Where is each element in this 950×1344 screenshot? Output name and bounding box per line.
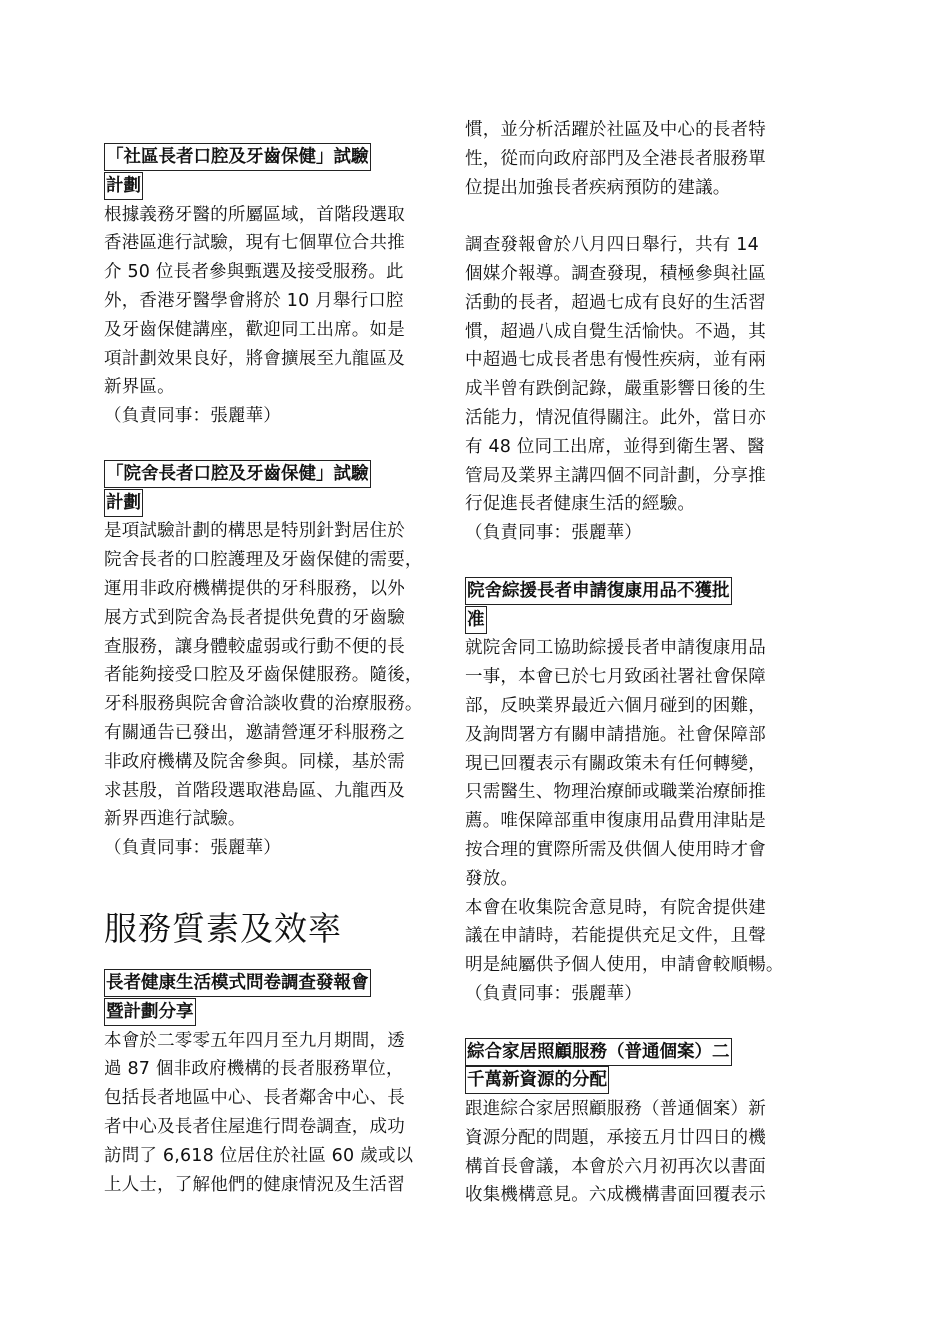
body-line: 過 87 個非政府機構的長者服務單位， [104,1059,404,1080]
responsible-staff: （負責同事：張麗華） [465,983,642,1004]
body-line: 介 50 位長者參與甄選及接受服務。此 [104,262,404,283]
body-line: 運用非政府機構提供的牙科服務，以外 [104,578,405,599]
section-heading-healthy-lifestyle-survey [104,969,434,1027]
body-line: 個媒介報導。調查發現，積極參與社區 [465,263,766,284]
body-line: 查服務，讓身體較虛弱或行動不便的長 [104,636,405,657]
section3-continued-body2 [465,231,795,548]
responsible-staff: （負責同事：張麗華） [104,838,281,859]
responsible-staff: （負責同事：張麗華） [104,406,281,427]
body-line: 管局及業界主講四個不同計劃，分享推 [465,465,766,486]
body-line: 一事，本會已於七月致函社署社會保障 [465,667,766,688]
body-line: 本會於二零零五年四月至九月期間，透 [104,1030,405,1051]
heading-line: 千萬新資源的分配 [465,1066,609,1094]
body-line: 收集機構意見。六成機構書面回覆表示 [465,1185,766,1206]
body-line: 性，從而向政府部門及全港長者服務單 [465,148,766,169]
spacer [104,951,434,969]
body-line: 位提出加強長者疾病預防的建議。 [465,177,731,198]
section1-body [104,201,434,431]
body-line: 新界區。 [104,377,175,398]
section-heading-rehab-items [465,577,795,635]
heading-line: 暨計劃分享 [104,998,196,1026]
body-line: 跟進綜合家居照顧服務（普通個案）新 [465,1099,766,1120]
body-line: 成半曾有跌倒記錄，嚴重影響日後的生 [465,379,766,400]
body-line: 活動的長者，超過七成有良好的生活習 [465,292,766,313]
body-line: 薦。唯保障部重申復康用品費用津貼是 [465,811,766,832]
responsible-staff: （負責同事：張麗華） [465,523,642,544]
body-line: 非政府機構及院舍參與。同樣，基於需 [104,751,405,772]
heading-line: 長者健康生活模式問卷調查發報會 [104,969,371,997]
section4-body [465,634,795,1008]
body-line: 按合理的實際所需及供個人使用時才會 [465,839,766,860]
body-line: 是項試驗計劃的構思是特別針對居住於 [104,521,405,542]
body-line: 本會在收集院舍意見時，有院舍提供建 [465,897,766,918]
body-line: 香港區進行試驗，現有七個單位合共推 [104,233,405,254]
body-line: 構首長會議，本會於六月初再次以書面 [465,1156,766,1177]
body-line: 及牙齒保健講座，歡迎同工出席。如是 [104,319,405,340]
heading-line: 「院舍長者口腔及牙齒保健」試驗 [104,460,371,488]
left-column [104,0,434,1199]
body-line: 項計劃效果良好，將會擴展至九龍區及 [104,348,405,369]
section-heading-community-oral-health [104,143,434,201]
body-line: 上人士，了解他們的健康情況及生活習 [104,1174,405,1195]
body-line: 有關通告已發出，邀請營運牙科服務之 [104,722,405,743]
body-line: 中超過七成長者患有慢性疾病，並有兩 [465,350,766,371]
body-line: 慣，超過八成自覺生活愉快。不過，其 [465,321,766,342]
heading-line: 院舍綜援長者申請復康用品不獲批 [465,577,732,605]
body-line: 調查發報會於八月四日舉行，共有 14 [465,235,759,256]
body-line: 牙科服務與院舍會洽談收費的治療服務。 [104,694,423,715]
body-line: 發放。 [465,868,519,889]
section5-body [465,1095,795,1210]
body-line: 就院舍同工協助綜援長者申請復康用品 [465,638,766,659]
left-top-spacer [104,0,434,143]
body-line: 及詢問署方有關申請措施。社會保障部 [465,724,766,745]
spacer [465,202,795,231]
body-line: 展方式到院舍為長者提供免費的牙齒驗 [104,607,405,628]
body-line: 現已回覆表示有關政策未有任何轉變， [465,753,766,774]
right-column [465,0,795,1210]
heading-line: 「社區長者口腔及牙齒保健」試驗 [104,143,371,171]
section2-body [104,517,434,863]
body-line: 資源分配的問題，承接五月廿四日的機 [465,1127,766,1148]
section-title: 服務質素及效率 [104,908,342,948]
heading-line: 准 [465,606,487,634]
spacer [104,431,434,460]
heading-line: 計劃 [104,489,143,517]
spacer [104,863,434,907]
spacer [465,1009,795,1038]
body-line: 部，反映業界最近六個月碰到的困難， [465,695,766,716]
body-line: 慣，並分析活躍於社區及中心的長者特 [465,120,766,140]
body-line: 根據義務牙醫的所屬區域，首階段選取 [104,204,405,225]
body-line: 包括長者地區中心、長者鄰舍中心、長 [104,1088,405,1109]
body-line: 活能力，情況值得關注。此外，當日亦 [465,407,766,428]
body-line: 議在申請時，若能提供充足文件，且聲 [465,926,766,947]
body-line: 只需醫生、物理治療師或職業治療師推 [465,782,766,803]
body-line: 有 48 位同工出席，並得到衛生署、醫 [465,436,765,457]
body-line: 外，香港牙醫學會將於 10 月舉行口腔 [104,290,404,311]
spacer [465,548,795,577]
section3-continued-body [465,116,795,202]
section-heading-residential-oral-health [104,460,434,518]
body-line: 行促進長者健康生活的經驗。 [465,494,696,515]
section3-body [104,1027,434,1200]
section-heading-home-care-resources [465,1038,795,1096]
body-line: 者能夠接受口腔及牙齒保健服務。隨後， [104,665,423,686]
body-line: 明是純屬供予個人使用，申請會較順暢。 [465,955,784,976]
body-line: 者中心及長者住屋進行問卷調查，成功 [104,1116,405,1137]
body-line: 訪問了 6,618 位居住於社區 60 歲或以 [104,1145,414,1166]
right-top-spacer [465,0,795,116]
body-line: 新界西進行試驗。 [104,809,246,830]
body-line: 院舍長者的口腔護理及牙齒保健的需要， [104,550,423,571]
heading-line: 計劃 [104,172,143,200]
body-line: 求甚殷，首階段選取港島區、九龍西及 [104,780,405,801]
heading-line: 綜合家居照顧服務（普通個案）二 [465,1038,732,1066]
